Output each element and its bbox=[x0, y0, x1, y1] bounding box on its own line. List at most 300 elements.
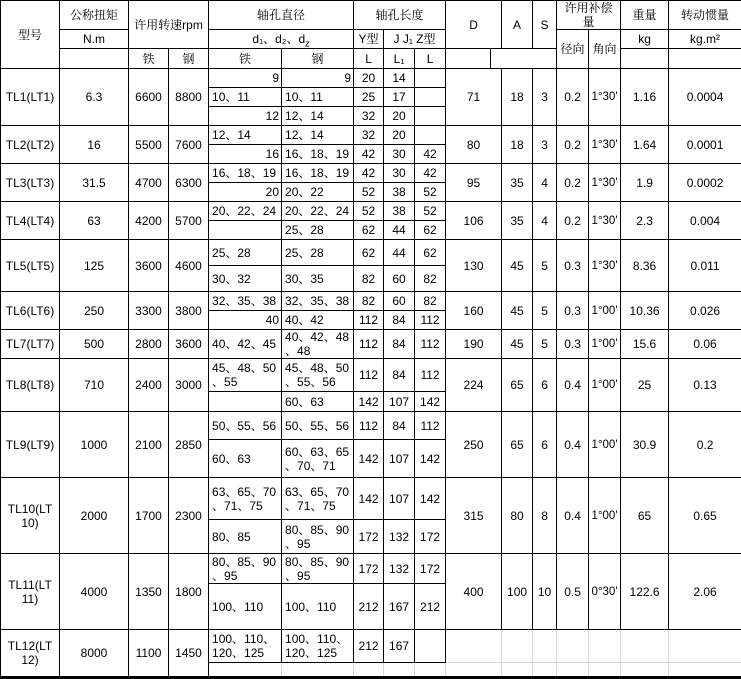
cell-D: 160 bbox=[446, 292, 502, 330]
cell-comp-radial: 0.4 bbox=[557, 359, 589, 412]
cell-length-j: 107 bbox=[384, 440, 415, 478]
cell-S bbox=[533, 630, 557, 663]
table-row bbox=[1, 164, 741, 183]
cell-bore-iron: 20 bbox=[209, 183, 282, 202]
cell-bore-steel: 100、110 bbox=[282, 584, 354, 630]
cell-length-y: 212 bbox=[354, 630, 384, 663]
cell-A: 35 bbox=[502, 164, 533, 202]
cell-A: 100 bbox=[502, 554, 533, 630]
cell-length-j: 84 bbox=[384, 359, 415, 392]
cell-bore-steel: 80、85、90、95 bbox=[282, 520, 354, 554]
cell-bore-steel: 80、85、90、95 bbox=[282, 554, 354, 584]
header-col-S: S bbox=[533, 1, 557, 49]
cell-length-y: 42 bbox=[354, 164, 384, 183]
cell-length-j: 30 bbox=[384, 164, 415, 183]
cell-bore-steel: 60、63 bbox=[282, 392, 354, 412]
header-weight-empty-cell bbox=[621, 49, 669, 69]
cell-comp-radial: 0.2 bbox=[557, 126, 589, 164]
cell-rpm-iron: 1700 bbox=[129, 478, 169, 554]
cell-length-z: 112 bbox=[415, 330, 446, 359]
cell-length-y: 112 bbox=[354, 359, 384, 392]
cell-comp-radial: 0.4 bbox=[557, 412, 589, 478]
cell-comp-radial: 0.4 bbox=[557, 478, 589, 554]
cell-S: 3 bbox=[533, 69, 557, 126]
cell-model: TL8(LT8) bbox=[1, 359, 60, 412]
cell-inertia bbox=[669, 663, 741, 678]
cell-bore-steel: 40、42、48、48 bbox=[282, 330, 354, 359]
cell-comp-angular: 1°00' bbox=[589, 292, 621, 330]
cell-bore-steel: 12、14 bbox=[282, 107, 354, 126]
cell-model: TL12(LT 12) bbox=[1, 630, 60, 678]
cell-torque: 8000 bbox=[60, 630, 129, 678]
table-header bbox=[1, 1, 741, 69]
cell-D: 130 bbox=[446, 240, 502, 292]
cell-bore-steel: 20、22、24 bbox=[282, 202, 354, 221]
cell-length-y: 52 bbox=[354, 183, 384, 202]
cell-rpm-steel: 1450 bbox=[169, 630, 209, 678]
cell-bore-steel: 20、22 bbox=[282, 183, 354, 202]
cell-weight: 65 bbox=[621, 478, 669, 554]
cell-D: 250 bbox=[446, 412, 502, 478]
cell-length-j: 60 bbox=[384, 266, 415, 292]
cell-torque: 31.5 bbox=[60, 164, 129, 202]
cell-length-z: 112 bbox=[415, 412, 446, 440]
cell-bore-iron: 80、85、90、95 bbox=[209, 554, 282, 584]
cell-model: TL5(LT5) bbox=[1, 240, 60, 292]
cell-length-j: 132 bbox=[384, 520, 415, 554]
cell-inertia: 0.026 bbox=[669, 292, 741, 330]
cell-length-j: 44 bbox=[384, 221, 415, 240]
cell-A: 35 bbox=[502, 202, 533, 240]
cell-rpm-iron: 4700 bbox=[129, 164, 169, 202]
cell-D: 400 bbox=[446, 554, 502, 630]
cell-torque: 2000 bbox=[60, 478, 129, 554]
header-das-empty-cell bbox=[446, 49, 557, 69]
cell-inertia: 0.2 bbox=[669, 412, 741, 478]
cell-length-z: 82 bbox=[415, 292, 446, 311]
cell-comp-radial bbox=[557, 663, 589, 678]
cell-length-y: 82 bbox=[354, 292, 384, 311]
table-row bbox=[1, 292, 741, 311]
header-length-L1: L₁ bbox=[384, 49, 415, 69]
header-col-D: D bbox=[446, 1, 502, 49]
cell-bore-steel: 40、42 bbox=[282, 311, 354, 330]
cell-bore-steel: 45、48、50、55、56 bbox=[282, 359, 354, 392]
cell-S: 3 bbox=[533, 126, 557, 164]
cell-length-y: 142 bbox=[354, 392, 384, 412]
cell-A: 80 bbox=[502, 478, 533, 554]
cell-length-z: 62 bbox=[415, 240, 446, 266]
cell-torque: 16 bbox=[60, 126, 129, 164]
cell-bore-iron: 12、14 bbox=[209, 126, 282, 145]
cell-bore-iron bbox=[209, 392, 282, 412]
cell-rpm-iron: 2400 bbox=[129, 359, 169, 412]
cell-inertia: 0.011 bbox=[669, 240, 741, 292]
cell-rpm-iron: 3300 bbox=[129, 292, 169, 330]
cell-comp-angular: 0°30' bbox=[589, 554, 621, 630]
header-bore-iron: 铁 bbox=[209, 49, 282, 69]
table-row bbox=[1, 69, 741, 88]
cell-bore-iron: 16 bbox=[209, 145, 282, 164]
cell-bore-iron: 16、18、19 bbox=[209, 164, 282, 183]
cell-bore-iron: 40 bbox=[209, 311, 282, 330]
cell-weight: 1.16 bbox=[621, 69, 669, 126]
cell-weight: 2.3 bbox=[621, 202, 669, 240]
cell-rpm-steel: 8800 bbox=[169, 69, 209, 126]
cell-length-j: 20 bbox=[384, 107, 415, 126]
cell-A: 45 bbox=[502, 292, 533, 330]
cell-bore-steel: 25、28 bbox=[282, 221, 354, 240]
cell-bore-iron: 9 bbox=[209, 69, 282, 88]
cell-length-j: 44 bbox=[384, 240, 415, 266]
cell-length-z: 62 bbox=[415, 221, 446, 240]
cell-torque: 250 bbox=[60, 292, 129, 330]
cell-length-y: 172 bbox=[354, 554, 384, 584]
cell-inertia: 0.65 bbox=[669, 478, 741, 554]
cell-length-z: 172 bbox=[415, 554, 446, 584]
cell-bore-iron: 80、85 bbox=[209, 520, 282, 554]
cell-S: 6 bbox=[533, 359, 557, 412]
cell-D bbox=[446, 630, 502, 663]
cell-torque: 1000 bbox=[60, 412, 129, 478]
cell-length-z: 82 bbox=[415, 266, 446, 292]
cell-D: 106 bbox=[446, 202, 502, 240]
cell-inertia bbox=[669, 630, 741, 663]
cell-bore-steel: 50、55、56 bbox=[282, 412, 354, 440]
cell-length-y: 25 bbox=[354, 88, 384, 107]
cell-model: TL7(LT7) bbox=[1, 330, 60, 359]
cell-comp-angular: 1°30' bbox=[589, 202, 621, 240]
cell-length-z bbox=[415, 630, 446, 663]
cell-S: 6 bbox=[533, 412, 557, 478]
cell-torque: 710 bbox=[60, 359, 129, 412]
cell-S bbox=[533, 663, 557, 678]
cell-model: TL2(LT2) bbox=[1, 126, 60, 164]
cell-bore-steel: 12、14 bbox=[282, 126, 354, 145]
cell-weight bbox=[621, 630, 669, 663]
cell-rpm-iron: 2800 bbox=[129, 330, 169, 359]
cell-comp-radial: 0.2 bbox=[557, 69, 589, 126]
cell-bore-iron: 25、28 bbox=[209, 240, 282, 266]
header-torque-title: 公称扭矩 bbox=[60, 1, 129, 30]
cell-length-j: 17 bbox=[384, 88, 415, 107]
cell-length-y: 82 bbox=[354, 266, 384, 292]
cell-bore-iron: 60、63 bbox=[209, 440, 282, 478]
cell-length-j: 167 bbox=[384, 630, 415, 663]
cell-A: 18 bbox=[502, 69, 533, 126]
cell-comp-angular: 1°00' bbox=[589, 330, 621, 359]
cell-comp-radial: 0.2 bbox=[557, 202, 589, 240]
table-row bbox=[1, 126, 741, 145]
cell-S: 10 bbox=[533, 554, 557, 630]
cell-bore-iron: 30、32 bbox=[209, 266, 282, 292]
cell-bore-iron: 10、11 bbox=[209, 88, 282, 107]
header-length-y-type: Y型 bbox=[354, 30, 384, 49]
cell-length-z bbox=[415, 663, 446, 678]
cell-comp-angular bbox=[589, 663, 621, 678]
cell-rpm-steel: 6300 bbox=[169, 164, 209, 202]
cell-A: 65 bbox=[502, 359, 533, 412]
header-inertia-title: 转动惯量 bbox=[669, 1, 741, 30]
cell-length-y: 112 bbox=[354, 330, 384, 359]
header-comp-angular: 角向 bbox=[589, 30, 621, 69]
cell-rpm-steel: 1800 bbox=[169, 554, 209, 630]
cell-bore-steel: 10、11 bbox=[282, 88, 354, 107]
header-length-L-y: L bbox=[354, 49, 384, 69]
cell-rpm-steel: 3000 bbox=[169, 359, 209, 412]
cell-A: 45 bbox=[502, 240, 533, 292]
cell-rpm-iron: 6600 bbox=[129, 69, 169, 126]
cell-rpm-iron: 1350 bbox=[129, 554, 169, 630]
cell-length-z bbox=[415, 107, 446, 126]
cell-model: TL6(LT6) bbox=[1, 292, 60, 330]
header-inertia-unit: kg.m² bbox=[669, 30, 741, 49]
cell-bore-steel bbox=[282, 663, 354, 678]
table-row bbox=[1, 554, 741, 584]
table-row bbox=[1, 202, 741, 221]
cell-length-y bbox=[354, 663, 384, 678]
cell-comp-radial: 0.3 bbox=[557, 292, 589, 330]
header-weight-unit: kg bbox=[621, 30, 669, 49]
cell-length-j: 84 bbox=[384, 330, 415, 359]
header-bore-subtitle: d₁、d₂、$d_z$ bbox=[209, 30, 354, 49]
cell-bore-steel: 63、65、70、71、75 bbox=[282, 478, 354, 520]
cell-length-j: 167 bbox=[384, 584, 415, 630]
cell-torque: 4000 bbox=[60, 554, 129, 630]
cell-length-z: 52 bbox=[415, 183, 446, 202]
cell-length-j: 20 bbox=[384, 126, 415, 145]
cell-length-z: 112 bbox=[415, 311, 446, 330]
cell-bore-steel: 16、18、19 bbox=[282, 164, 354, 183]
cell-comp-angular: 1°30' bbox=[589, 126, 621, 164]
cell-length-j: 107 bbox=[384, 478, 415, 520]
cell-inertia: 0.0001 bbox=[669, 126, 741, 164]
cell-inertia: 0.13 bbox=[669, 359, 741, 412]
table-body bbox=[1, 69, 741, 678]
cell-length-j: 38 bbox=[384, 183, 415, 202]
header-bore-steel: 钢 bbox=[282, 49, 354, 69]
cell-length-y: 172 bbox=[354, 520, 384, 554]
cell-rpm-steel: 3800 bbox=[169, 292, 209, 330]
cell-comp-radial: 0.2 bbox=[557, 164, 589, 202]
cell-length-j: 38 bbox=[384, 202, 415, 221]
header-length-L-z: L bbox=[415, 49, 446, 69]
cell-S: 5 bbox=[533, 330, 557, 359]
header-col-A: A bbox=[502, 1, 533, 49]
table-row bbox=[1, 359, 741, 392]
header-compensation-title: 许用补偿量 bbox=[557, 1, 621, 30]
cell-A: 65 bbox=[502, 412, 533, 478]
cell-weight: 1.64 bbox=[621, 126, 669, 164]
cell-rpm-steel: 2300 bbox=[169, 478, 209, 554]
cell-length-y: 42 bbox=[354, 145, 384, 164]
cell-A bbox=[502, 663, 533, 678]
cell-length-z: 142 bbox=[415, 440, 446, 478]
cell-bore-steel: 100、110、120、125 bbox=[282, 630, 354, 663]
cell-comp-angular: 1°00' bbox=[589, 478, 621, 554]
cell-length-z: 142 bbox=[415, 392, 446, 412]
cell-length-z: 42 bbox=[415, 145, 446, 164]
cell-bore-iron: 50、55、56 bbox=[209, 412, 282, 440]
cell-D: 315 bbox=[446, 478, 502, 554]
cell-rpm-steel: 4600 bbox=[169, 240, 209, 292]
header-torque-empty-cell bbox=[60, 49, 129, 69]
cell-S: 5 bbox=[533, 292, 557, 330]
cell-length-j bbox=[384, 663, 415, 678]
cell-length-j: 107 bbox=[384, 392, 415, 412]
cell-A: 18 bbox=[502, 126, 533, 164]
cell-rpm-steel: 3600 bbox=[169, 330, 209, 359]
table-row bbox=[1, 412, 741, 440]
cell-bore-steel: 16、18、19 bbox=[282, 145, 354, 164]
cell-bore-iron: 63、65、70、71、75 bbox=[209, 478, 282, 520]
cell-length-j: 60 bbox=[384, 292, 415, 311]
cell-bore-iron: 12 bbox=[209, 107, 282, 126]
cell-length-y: 52 bbox=[354, 202, 384, 221]
table-row bbox=[1, 240, 741, 266]
cell-length-y: 112 bbox=[354, 311, 384, 330]
cell-length-y: 32 bbox=[354, 107, 384, 126]
cell-torque: 6.3 bbox=[60, 69, 129, 126]
header-model: 型号 bbox=[1, 1, 60, 69]
cell-S: 5 bbox=[533, 240, 557, 292]
cell-rpm-iron: 5500 bbox=[129, 126, 169, 164]
cell-length-y: 62 bbox=[354, 240, 384, 266]
cell-A bbox=[502, 630, 533, 663]
cell-length-y: 62 bbox=[354, 221, 384, 240]
cell-length-y: 32 bbox=[354, 126, 384, 145]
cell-bore-iron: 20、22、24 bbox=[209, 202, 282, 221]
cell-inertia: 2.06 bbox=[669, 554, 741, 630]
cell-weight: 122.6 bbox=[621, 554, 669, 630]
header-length-title: 轴孔长度 bbox=[354, 1, 446, 30]
cell-comp-angular: 1°30' bbox=[589, 164, 621, 202]
cell-inertia: 0.004 bbox=[669, 202, 741, 240]
cell-weight: 10.36 bbox=[621, 292, 669, 330]
cell-rpm-iron: 4200 bbox=[129, 202, 169, 240]
table-row bbox=[1, 330, 741, 359]
cell-bore-steel: 25、28 bbox=[282, 240, 354, 266]
cell-length-j: 14 bbox=[384, 69, 415, 88]
cell-bore-iron: 100、110、120、125 bbox=[209, 630, 282, 663]
cell-length-j: 84 bbox=[384, 412, 415, 440]
cell-length-z: 172 bbox=[415, 520, 446, 554]
cell-bore-steel: 60、63、65、70、71 bbox=[282, 440, 354, 478]
cell-comp-radial: 0.5 bbox=[557, 554, 589, 630]
header-speed-iron: 铁 bbox=[129, 49, 169, 69]
header-bore-title: 轴孔直径 bbox=[209, 1, 354, 30]
cell-length-y: 142 bbox=[354, 440, 384, 478]
cell-torque: 63 bbox=[60, 202, 129, 240]
cell-comp-angular: 1°00' bbox=[589, 359, 621, 412]
cell-weight: 25 bbox=[621, 359, 669, 412]
cell-S: 8 bbox=[533, 478, 557, 554]
cell-length-z: 212 bbox=[415, 584, 446, 630]
cell-length-z: 42 bbox=[415, 164, 446, 183]
cell-model: TL1(LT1) bbox=[1, 69, 60, 126]
cell-rpm-iron: 3600 bbox=[129, 240, 169, 292]
cell-bore-steel: 32、35、38 bbox=[282, 292, 354, 311]
cell-model: TL11(LT 11) bbox=[1, 554, 60, 630]
table-row bbox=[1, 478, 741, 520]
cell-length-y: 112 bbox=[354, 412, 384, 440]
cell-weight: 1.9 bbox=[621, 164, 669, 202]
cell-A: 45 bbox=[502, 330, 533, 359]
cell-model: TL9(LT9) bbox=[1, 412, 60, 478]
cell-comp-radial bbox=[557, 630, 589, 663]
cell-length-z: 52 bbox=[415, 202, 446, 221]
cell-inertia: 0.0004 bbox=[669, 69, 741, 126]
cell-rpm-steel: 7600 bbox=[169, 126, 209, 164]
table-row bbox=[1, 630, 741, 663]
cell-inertia: 0.06 bbox=[669, 330, 741, 359]
cell-comp-angular: 1°30' bbox=[589, 240, 621, 292]
cell-model: TL10(LT 10) bbox=[1, 478, 60, 554]
cell-length-j: 84 bbox=[384, 311, 415, 330]
header-weight-title: 重量 bbox=[621, 1, 669, 30]
cell-length-y: 142 bbox=[354, 478, 384, 520]
cell-bore-iron: 100、110 bbox=[209, 584, 282, 630]
cell-comp-radial: 0.3 bbox=[557, 330, 589, 359]
cell-rpm-iron: 2100 bbox=[129, 412, 169, 478]
header-speed-steel: 钢 bbox=[169, 49, 209, 69]
cell-bore-iron bbox=[209, 221, 282, 240]
cell-D: 190 bbox=[446, 330, 502, 359]
cell-bore-iron: 32、35、38 bbox=[209, 292, 282, 311]
cell-D bbox=[446, 663, 502, 678]
cell-weight: 30.9 bbox=[621, 412, 669, 478]
cell-bore-iron bbox=[209, 663, 282, 678]
cell-length-z: 142 bbox=[415, 478, 446, 520]
header-length-jjz-type: J J₁ Z型 bbox=[384, 30, 446, 49]
cell-length-z bbox=[415, 126, 446, 145]
cell-model: TL3(LT3) bbox=[1, 164, 60, 202]
header-speed-title: 许用转速rpm bbox=[129, 1, 209, 49]
cell-D: 80 bbox=[446, 126, 502, 164]
cell-S: 4 bbox=[533, 164, 557, 202]
cell-model: TL4(LT4) bbox=[1, 202, 60, 240]
header-torque-unit: N.m bbox=[60, 30, 129, 49]
cell-weight: 8.36 bbox=[621, 240, 669, 292]
cell-bore-iron: 45、48、50、55 bbox=[209, 359, 282, 392]
cell-length-j: 30 bbox=[384, 145, 415, 164]
header-inertia-empty-cell bbox=[669, 49, 741, 69]
cell-inertia: 0.0002 bbox=[669, 164, 741, 202]
cell-D: 71 bbox=[446, 69, 502, 126]
cell-torque: 500 bbox=[60, 330, 129, 359]
cell-comp-radial: 0.3 bbox=[557, 240, 589, 292]
cell-rpm-steel: 2850 bbox=[169, 412, 209, 478]
cell-bore-iron: 40、42、45 bbox=[209, 330, 282, 359]
cell-torque: 125 bbox=[60, 240, 129, 292]
cell-bore-steel: 9 bbox=[282, 69, 354, 88]
header-comp-radial: 径向 bbox=[557, 30, 589, 69]
cell-rpm-steel: 5700 bbox=[169, 202, 209, 240]
cell-weight: 15.6 bbox=[621, 330, 669, 359]
cell-length-z: 112 bbox=[415, 359, 446, 392]
cell-length-z bbox=[415, 69, 446, 88]
cell-length-y: 20 bbox=[354, 69, 384, 88]
cell-length-z bbox=[415, 88, 446, 107]
cell-weight bbox=[621, 663, 669, 678]
cell-length-j: 132 bbox=[384, 554, 415, 584]
cell-length-y: 212 bbox=[354, 584, 384, 630]
cell-comp-angular: 1°00' bbox=[589, 412, 621, 478]
cell-comp-angular bbox=[589, 630, 621, 663]
cell-rpm-iron: 1100 bbox=[129, 630, 169, 678]
cell-S: 4 bbox=[533, 202, 557, 240]
cell-bore-steel: 30、35 bbox=[282, 266, 354, 292]
